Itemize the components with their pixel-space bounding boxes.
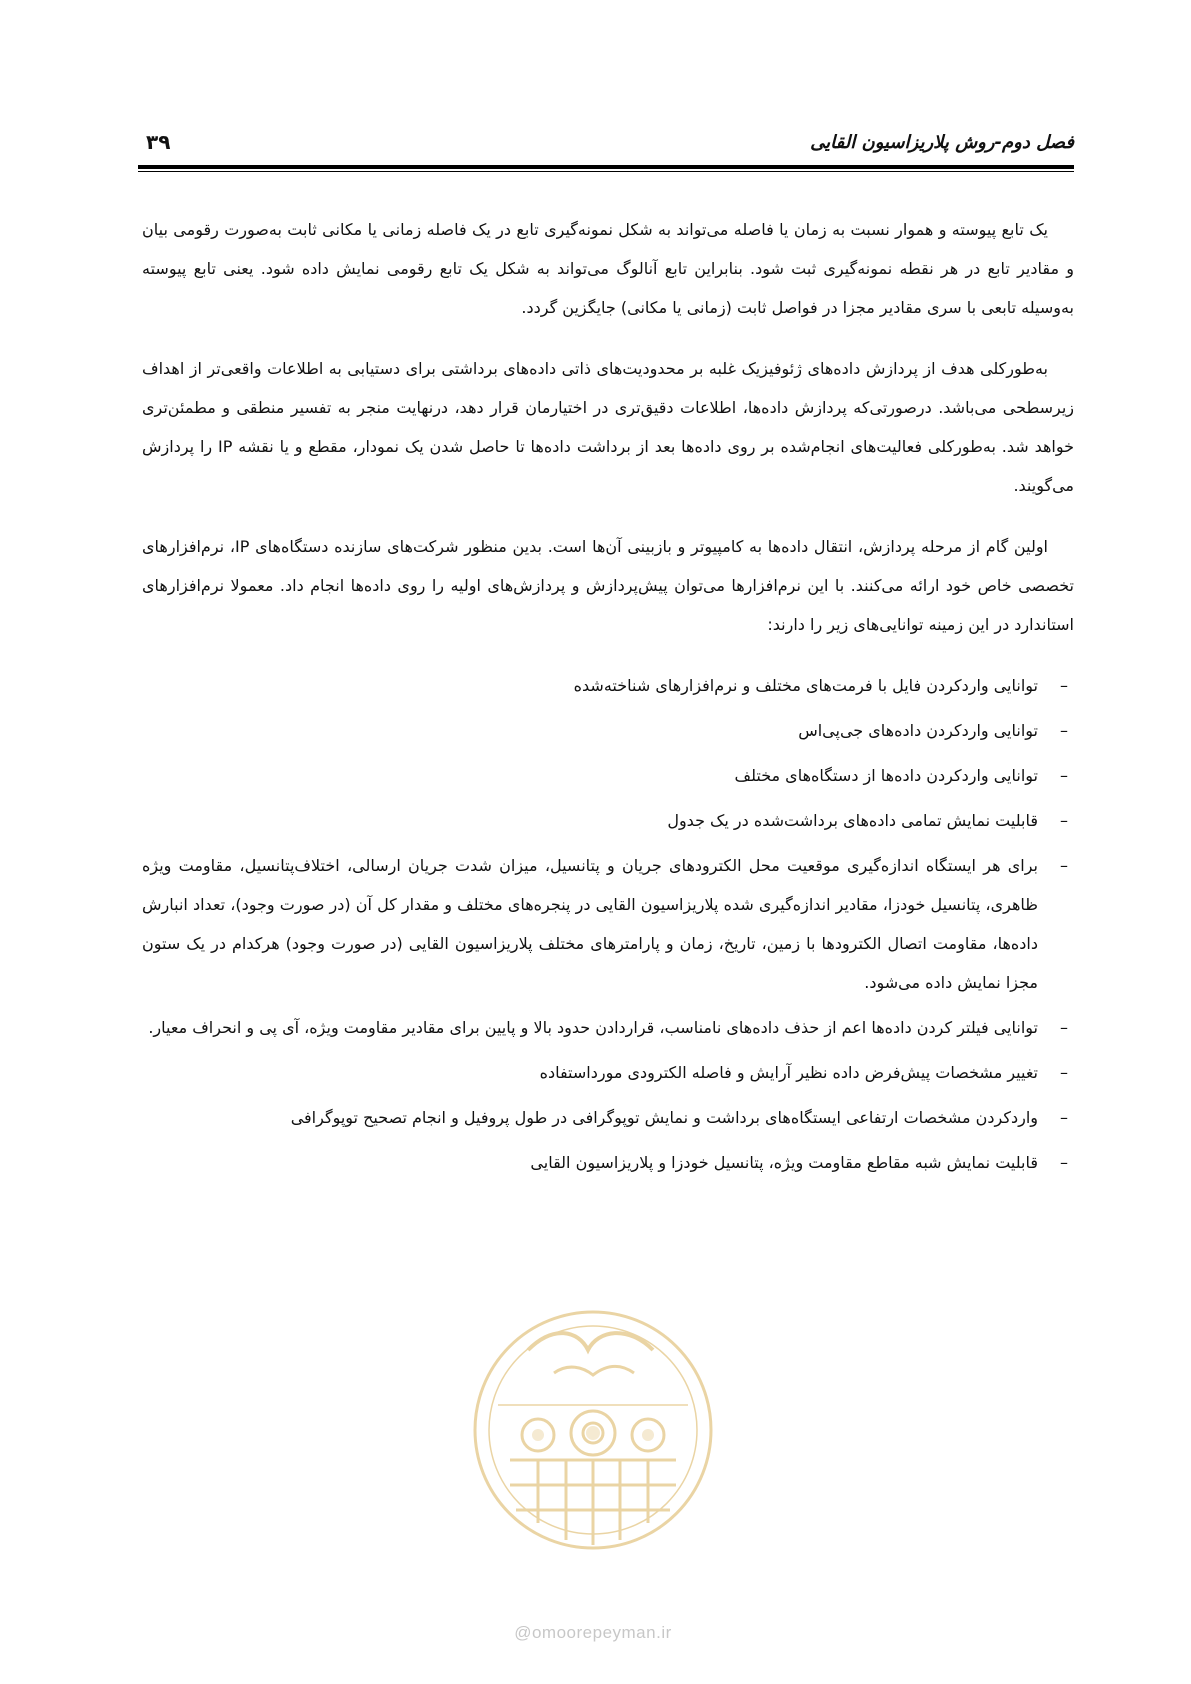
- list-item-text: توانایی واردکردن داده‌ها از دستگاه‌های مختلف: [734, 766, 1038, 785]
- paragraph: به‌طورکلی هدف از پردازش داده‌های ژئوفیزیک غلبه بر محدودیت‌های ذاتی داده‌های برداشتی برای دستیابی به اطلاعات واقعی‌تر از اهداف زیرسطحی می‌باشد. درصورتی‌که پردازش داده‌ها، اطلاعات دقیق‌تری در اختیارمان قرار دهد، درنهایت منجر به تفسیر منطقی و مطمئن‌تری خواهد شد. به‌طورکلی فعالیت‌های انجام‌شده بر روی داده‌ها بعد از برداشت داده‌ها تا حاصل شدن یک نمودار، مقطع و یا نقشه IP را پردازش می‌گویند.: [142, 359, 1075, 495]
- page-header: [138, 120, 1074, 170]
- dash-marker: –: [1060, 1018, 1068, 1037]
- list-item: [142, 1008, 1068, 1047]
- watermark-logo-icon: [458, 1255, 728, 1615]
- chapter-title: فصل دوم-روش پلاریزاسیون القایی: [810, 132, 1074, 153]
- list-item: [142, 756, 1068, 795]
- list-item: [142, 666, 1068, 705]
- list-item-text: قابلیت نمایش تمامی داده‌های برداشت‌شده در یک جدول: [667, 811, 1038, 830]
- dash-marker: –: [1060, 766, 1068, 785]
- dash-marker: –: [1060, 721, 1068, 740]
- list-item: [142, 801, 1068, 840]
- dash-marker: –: [1060, 856, 1068, 875]
- list-item: [142, 846, 1068, 1002]
- dash-marker: –: [1060, 676, 1068, 695]
- watermark: [458, 1255, 728, 1655]
- list-item-text: توانایی فیلتر کردن داده‌ها اعم از حذف داده‌های نامناسب، قراردادن حدود بالا و پایین برای مقادیر مقاومت ویژه، آی پی و انحراف معیار.: [148, 1018, 1038, 1037]
- list-item-text: توانایی واردکردن فایل با فرمت‌های مختلف و نرم‌افزارهای شناخته‌شده: [573, 676, 1038, 695]
- paragraph: اولین گام از مرحله پردازش، انتقال داده‌ها به کامپیوتر و بازبینی آن‌ها است. بدین منظور شرکت‌های سازنده دستگاه‌های IP، نرم‌افزارهای تخصصی خاص خود ارائه می‌کنند. با این نرم‌افزارها می‌توان پیش‌پردازش و پردازش‌های اولیه را روی داده‌ها انجام داد. معمولا نرم‌افزارهای استاندارد در این زمینه توانایی‌های زیر را دارند:: [142, 537, 1074, 634]
- list-item: [142, 1053, 1068, 1092]
- paragraph: یک تابع پیوسته و هموار نسبت به زمان یا فاصله می‌تواند به شکل نمونه‌گیری تابع در یک فاصله زمانی یا مکانی ثابت به‌صورت رقومی بیان و مقادیر تابع در هر نقطه نمونه‌گیری ثبت شود. بنابراین تابع آنالوگ می‌تواند به شکل یک تابع رقومی نمایش داده شود. یعنی تابع پیوسته به‌وسیله تابعی با سری مقادیر مجزا در فواصل ثابت (زمانی یا مکانی) جایگزین گردد.: [142, 220, 1074, 317]
- dash-marker: –: [1060, 1108, 1068, 1127]
- dash-marker: –: [1060, 811, 1068, 830]
- header-rule-thin: [138, 171, 1074, 172]
- list-item-text: تغییر مشخصات پیش‌فرض داده نظیر آرایش و فاصله الکترودی مورداستفاده: [539, 1063, 1038, 1082]
- list-item-text: واردکردن مشخصات ارتفاعی ایستگاه‌های برداشت و نمایش توپوگرافی در طول پروفیل و انجام تصحیح توپوگرافی: [290, 1108, 1038, 1127]
- page-number: ۳۹: [146, 130, 171, 154]
- dash-marker: –: [1060, 1063, 1068, 1082]
- header-rule-thick: [138, 165, 1074, 169]
- watermark-url: @omoorepeyman.ir: [514, 1623, 672, 1642]
- list-item: [142, 1098, 1068, 1137]
- dash-marker: –: [1060, 1153, 1068, 1172]
- list-item-text: قابلیت نمایش شبه مقاطع مقاومت ویژه، پتانسیل خودزا و پلاریزاسیون القایی: [530, 1153, 1038, 1172]
- list-item-text: برای هر ایستگاه اندازه‌گیری موقعیت محل الکترودهای جریان و پتانسیل، میزان شدت جریان ارسالی، اختلاف‌پتانسیل، مقاومت ویژه ظاهری، پتانسیل خودزا، مقادیر اندازه‌گیری شده پلاریزاسیون القایی در پنجره‌های مختلف و مقدار کل آن (در صورت وجود)، تعداد انبارش داده‌ها، مقاومت اتصال الکترودها با زمین، تاریخ، زمان و پارامترهای مختلف پلاریزاسیون القایی (در صورت وجود) هرکدام در یک ستون مجزا نمایش داده می‌شود.: [142, 856, 1038, 992]
- capabilities-list: [142, 666, 1074, 1182]
- body-text: [142, 210, 1074, 1188]
- list-item-text: توانایی واردکردن داده‌های جی‌پی‌اس: [798, 721, 1038, 740]
- list-item: [142, 711, 1068, 750]
- list-item: [142, 1143, 1068, 1182]
